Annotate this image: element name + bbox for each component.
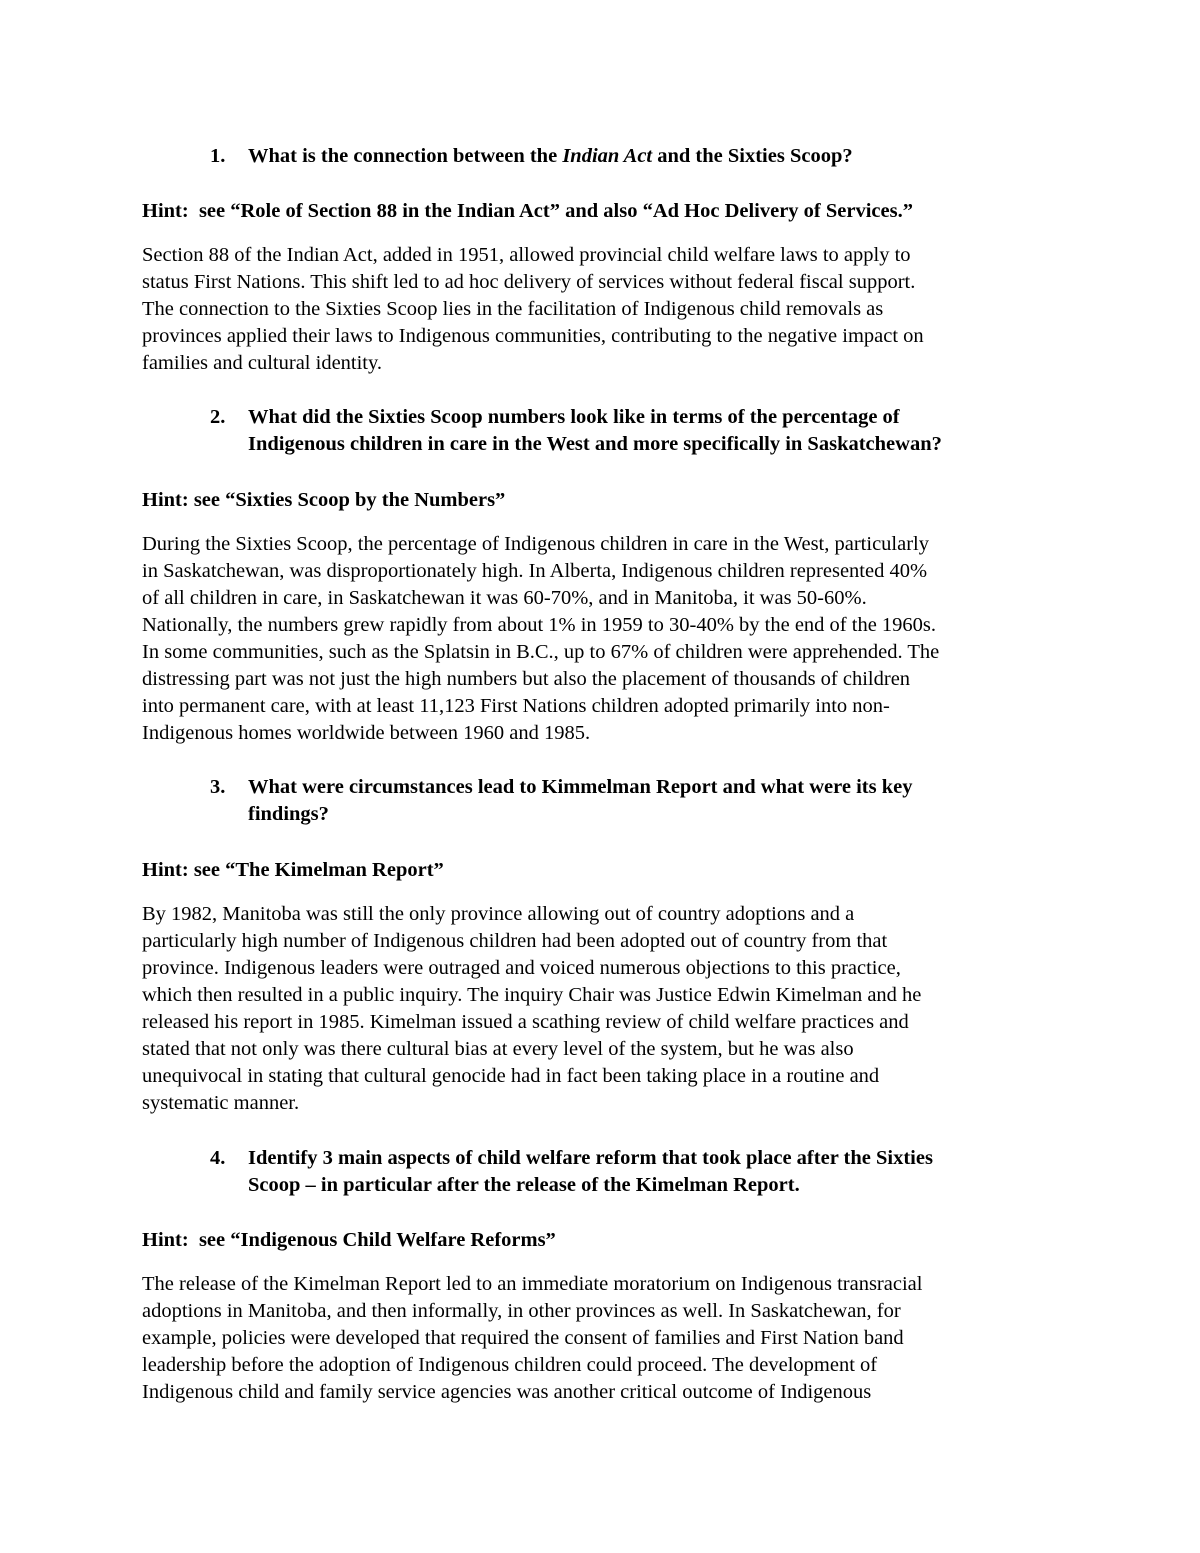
answer-line: The connection to the Sixties Scoop lies in the facilitation of Indigenous child removals as <box>142 298 884 320</box>
answer-line: Section 88 of the Indian Act, added in 1951, allowed provincial child welfare laws to apply to <box>142 244 911 266</box>
answer-line: adoptions in Manitoba, and then informally, in other provinces as well. In Saskatchewan, for <box>142 1300 901 1322</box>
answer-line: systematic manner. <box>142 1092 300 1114</box>
question-text-part: and the Sixties Scoop? <box>652 145 853 167</box>
answer-line: which then resulted in a public inquiry. The inquiry Chair was Justice Edwin Kimelman and he <box>142 984 922 1006</box>
question-text <box>248 774 1090 828</box>
question-line: Indigenous children in care in the West and more specifically in Saskatchewan? <box>248 433 942 455</box>
answer-line: of all children in care, in Saskatchewan it was 60-70%, and in Manitoba, it was 50-60%. <box>142 587 867 609</box>
answer-line: The release of the Kimelman Report led to an immediate moratorium on Indigenous transracial <box>142 1273 923 1295</box>
answer-3 <box>142 901 1082 1117</box>
answer-line: in Saskatchewan, was disproportionately high. In Alberta, Indigenous children represented 40% <box>142 560 928 582</box>
question-text-part: What is the connection between the <box>248 145 563 167</box>
answer-line: leadership before the adoption of Indigenous children could proceed. The development of <box>142 1354 878 1376</box>
answer-line: example, policies were developed that required the consent of families and First Nation band <box>142 1327 904 1349</box>
answer-line: provinces applied their laws to Indigenous communities, contributing to the negative impact on <box>142 325 924 347</box>
answer-line: unequivocal in stating that cultural genocide had in fact been taking place in a routine and <box>142 1065 880 1087</box>
answer-line: By 1982, Manitoba was still the only province allowing out of country adoptions and a <box>142 903 855 925</box>
question-number: 4. <box>210 1147 226 1169</box>
question-text <box>248 143 1090 170</box>
hint-3: Hint: see “The Kimelman Report” <box>142 859 444 881</box>
question-line: Scoop – in particular after the release of the Kimelman Report. <box>248 1174 800 1196</box>
answer-line: released his report in 1985. Kimelman issued a scathing review of child welfare practices and <box>142 1011 909 1033</box>
question-3 <box>210 774 1090 828</box>
question-text-italic: Indian Act <box>562 145 653 167</box>
hint-4: Hint: see “Indigenous Child Welfare Reforms” <box>142 1229 556 1251</box>
answer-line: particularly high number of Indigenous children had been adopted out of country from that <box>142 930 888 952</box>
question-line: What did the Sixties Scoop numbers look like in terms of the percentage of <box>248 406 900 428</box>
question-number: 1. <box>210 145 226 167</box>
question-1 <box>210 143 1090 170</box>
question-line: What were circumstances lead to Kimmelman Report and what were its key <box>248 776 913 798</box>
question-4 <box>210 1145 1090 1199</box>
question-2 <box>210 404 1090 458</box>
answer-2 <box>142 531 1082 747</box>
answer-line: Indigenous child and family service agencies was another critical outcome of Indigenous <box>142 1381 872 1403</box>
answer-4 <box>142 1271 1082 1406</box>
hint-1: Hint: see “Role of Section 88 in the Indian Act” and also “Ad Hoc Delivery of Services.” <box>142 200 913 222</box>
hint-2: Hint: see “Sixties Scoop by the Numbers” <box>142 489 506 511</box>
answer-line: families and cultural identity. <box>142 352 383 374</box>
question-text <box>248 404 1090 458</box>
question-number: 2. <box>210 406 226 428</box>
question-text <box>248 1145 1090 1199</box>
question-line: findings? <box>248 803 329 825</box>
answer-line: status First Nations. This shift led to ad hoc delivery of services without federal fiscal support. <box>142 271 916 293</box>
answer-line: stated that not only was there cultural bias at every level of the system, but he was also <box>142 1038 854 1060</box>
answer-line: distressing part was not just the high numbers but also the placement of thousands of children <box>142 668 911 690</box>
answer-1 <box>142 242 1082 377</box>
answer-line: into permanent care, with at least 11,123 First Nations children adopted primarily into non- <box>142 695 890 717</box>
answer-line: Indigenous homes worldwide between 1960 and 1985. <box>142 722 591 744</box>
answer-line: Nationally, the numbers grew rapidly from about 1% in 1959 to 30-40% by the end of the 1960s. <box>142 614 937 636</box>
answer-line: During the Sixties Scoop, the percentage of Indigenous children in care in the West, particularly <box>142 533 929 555</box>
question-line: Identify 3 main aspects of child welfare reform that took place after the Sixties <box>248 1147 933 1169</box>
answer-line: province. Indigenous leaders were outraged and voiced numerous objections to this practice, <box>142 957 901 979</box>
question-number: 3. <box>210 776 226 798</box>
answer-line: In some communities, such as the Splatsin in B.C., up to 67% of children were apprehended. The <box>142 641 940 663</box>
